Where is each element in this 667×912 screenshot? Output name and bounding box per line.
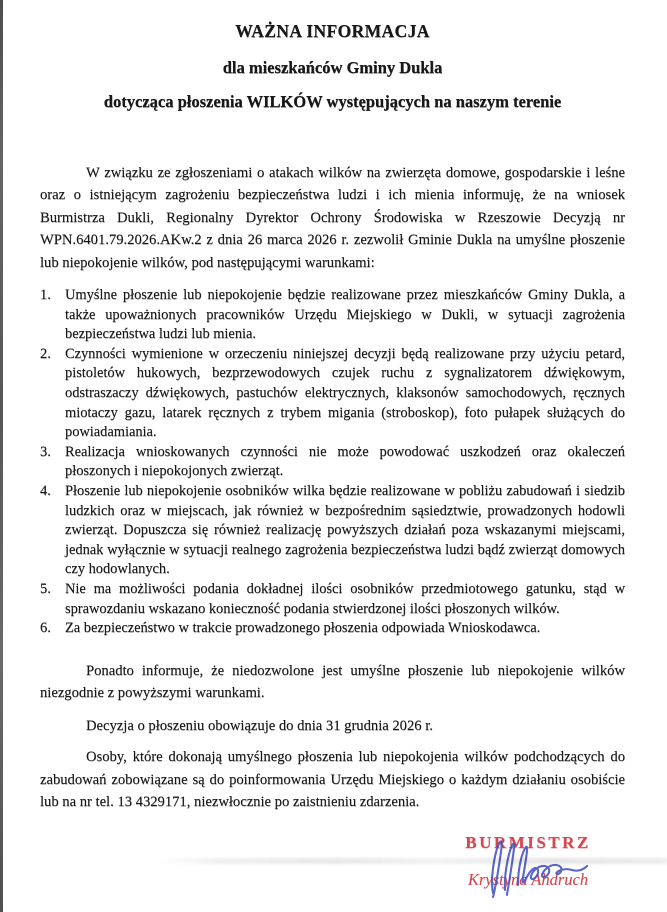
- title-block: [40, 0, 625, 112]
- condition-item-3: [40, 443, 625, 482]
- signature-printed-name: Krystyna Ahdruch: [467, 870, 589, 889]
- condition-number: 5.: [40, 580, 51, 597]
- condition-text: Czynności wymienione w orzeczeniu niniejszej decyzji będą realizowane przy użyciu petard, pistoletów hukowych, bezprzewodowych czujek ruchu z sygnalizatorem dźwiękowym, odstraszaczy dźwiękowych, pastuchów elektrycznych, klaksonów samochodowych, ręcznych miotaczy gazu, latarek ręcznych z trybem migania (stroboskop), foto pułapek służących do powiadamiania.: [65, 345, 625, 441]
- condition-number: 6.: [40, 620, 51, 637]
- signature-role-title: BURMISTRZ: [465, 833, 591, 852]
- closing-paragraph-prohibition: Ponadto informuje, że niedozwolone jest umyślne płoszenie lub niepokojenie wilków niezgodnie z powyższymi warunkami.: [40, 662, 625, 701]
- title-line-2: dla mieszkańców Gminy Dukla: [222, 58, 443, 77]
- condition-number: 4.: [40, 482, 51, 499]
- title-line-3: dotycząca płoszenia WILKÓW występujących na naszym terenie: [103, 92, 562, 111]
- condition-item-4: [40, 482, 625, 580]
- condition-item-2: [40, 345, 625, 443]
- condition-text: Nie ma możliwości podania dokładnej ilości osobników przedmiotowego gatunku, stąd w sprawozdaniu wskazano konieczność podania stwierdzonej ilości płoszonych wilków.: [65, 580, 625, 617]
- closing-paragraph-reporting: Osoby, które dokonają umyślnego płoszenia lub niepokojenia wilków podchodzących do zabudowań zobowiązane są do poinformowania Urzędu Miejskiego o każdym działaniu osobiście lub na nr tel. 13 4329171, niezwłocznie po zaistnieniu zdarzenia.: [40, 749, 625, 810]
- condition-text: Za bezpieczeństwo w trakcie prowadzonego płoszenia odpowiada Wnioskodawca.: [65, 620, 541, 637]
- condition-text: Umyślne płoszenie lub niepokojenie będzie realizowane przez mieszkańców Gminy Dukla, a także upoważnionych pracowników Urzędu Miejskiego w Dukli, w sytuacji zagrożenia bezpieczeństwa ludzi lub mienia.: [65, 287, 625, 343]
- scan-smudge-artifact: [158, 858, 667, 864]
- condition-item-1: [40, 286, 625, 345]
- condition-text: Realizacja wnioskowanych czynności nie może powodować uszkodzeń oraz okaleczeń płoszonych i niepokojonych zwierząt.: [65, 443, 625, 480]
- condition-number: 3.: [40, 443, 51, 460]
- conditions-list: [40, 286, 625, 639]
- scan-edge-artifact: [0, 0, 3, 912]
- condition-text: Płoszenie lub niepokojenie osobników wilka będzie realizowane w pobliżu zabudowań i siedzib ludzkich oraz w miejscach, jak również w bezpośrednim sąsiedztwie, prowadzonych hodowli zwierząt. Dopuszcza się również realizację powyższych działań poza wskazanymi miejscami, jednak wyłącznie w sytuacji realnego zagrożenia bezpieczeństwa ludzi bądź zwierząt domowych czy hodowlanych.: [65, 482, 625, 578]
- condition-number: 1.: [40, 287, 51, 304]
- intro-paragraph: W związku ze zgłoszeniami o atakach wilków na zwierzęta domowe, gospodarskie i leśne oraz o istniejącym zagrożeniu bezpieczeństwa ludzi i ich mienia informuję, że na wniosek Burmistrza Dukli, Regionalny Dyrektor Ochrony Środowiska w Rzeszowie Decyzją nr WPN.6401.79.2026.AKw.2 z dnia 26 marca 2026 r. zezwolił Gminie Dukla na umyślne płoszenie lub niepokojenie wilków, pod następującymi warunkami:: [40, 165, 625, 271]
- document-content: [40, 0, 625, 813]
- condition-item-6: [40, 619, 625, 639]
- closing-paragraph-validity: Decyzja o płoszeniu obowiązuje do dnia 31 grudnia 2026 r.: [86, 718, 433, 735]
- title-line-1: WAŻNA INFORMACJA: [235, 21, 430, 41]
- condition-number: 2.: [40, 345, 51, 362]
- condition-item-5: [40, 580, 625, 619]
